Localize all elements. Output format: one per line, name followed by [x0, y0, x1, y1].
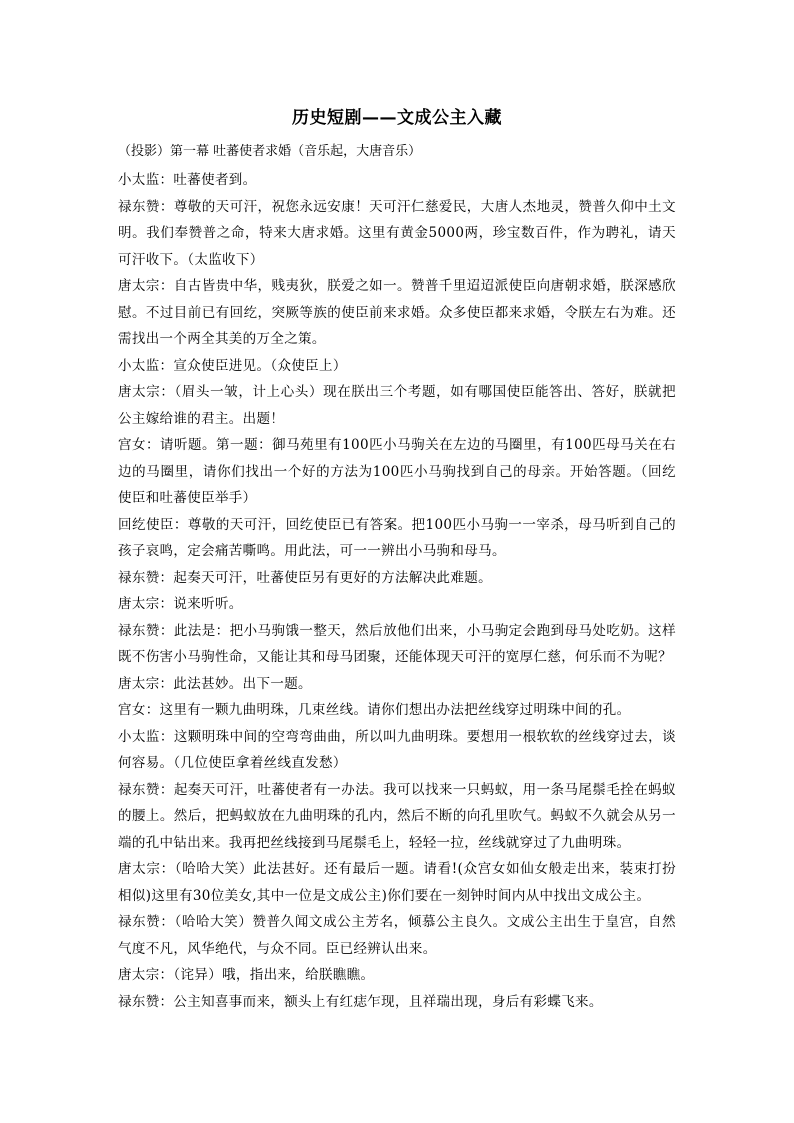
dialogue-line: [118, 989, 676, 1016]
dialogue-text: 尊敬的天可汗，回纥使臣已有答案。把100匹小马驹一一宰杀，母马听到自己的孩子哀鸣，定会痛苦嘶鸣。用此法，可一一辨出小马驹和母马。: [118, 516, 677, 559]
speaker-name: 禄东赞：: [118, 622, 174, 639]
dialogue-line: [118, 432, 676, 512]
dialogue-line: [118, 167, 676, 194]
dialogue-line: [118, 697, 676, 724]
document-title: 历史短剧——文成公主入藏: [292, 108, 502, 128]
dialogue-line: [118, 353, 676, 380]
dialogue-line: [118, 909, 676, 962]
speaker-name: 唐太宗：: [118, 861, 175, 877]
dialogue-line: [118, 194, 676, 274]
speaker-name: 唐太宗：: [118, 967, 174, 983]
dialogue-text: （哈哈大笑）赞普久闻文成公主芳名，倾慕公主良久。文成公主出生于皇宫，自然气度不凡，风华绝代，与众不同。臣已经辨认出来。: [118, 914, 676, 957]
dialogue-text: 起奏天可汗，吐蕃使臣另有更好的方法解决此难题。: [173, 569, 492, 586]
speaker-name: 小太监：: [118, 172, 174, 188]
dialogue-text: 此法甚妙。出下一题。: [173, 675, 312, 692]
speaker-name: 禄东赞：: [118, 569, 174, 586]
speaker-name: 小太监：: [118, 728, 174, 745]
dialogue-text: （哈哈大笑）此法甚好。还有最后一题。请看!(众宫女如仙女般走出来，装束打扮相似)这里有30位美女,其中一位是文成公主)你们要在一刻钟时间内从中找出文成公主。: [118, 861, 677, 904]
dialogue-text: 请听题。第一题：御马苑里有100匹小马驹关在左边的马圈里，有100匹母马关在右边的马圈里，请你们找出一个好的方法为100匹小马驹找到自己的母亲。开始答题。（回纥使臣和吐蕃使臣举手）: [118, 437, 676, 506]
speaker-name: 唐太宗：: [118, 278, 174, 294]
dialogue-line: [118, 512, 676, 565]
dialogue-text: （诧异）哦，指出来，给朕瞧瞧。: [173, 967, 375, 983]
dialogue-line: [118, 273, 676, 353]
speaker-name: 唐太宗：: [118, 384, 175, 400]
dialogue-text: 宣众使臣进见。（众使臣上）: [173, 357, 347, 374]
dialogue-text: 这颗明珠中间的空弯弯曲曲，所以叫九曲明珠。要想用一根软软的丝线穿过去，谈何容易。（几位使臣拿着丝线直发愁）: [118, 728, 676, 771]
speaker-name: 宫女：: [118, 702, 160, 718]
dialogue-text: 说来听听。: [173, 596, 243, 612]
dialogue-text: 尊敬的天可汗，祝您永远安康！天可汗仁慈爱民，大唐人杰地灵，赞普久仰中土文明。我们奉赞普之命，特来大唐求婚。这里有黄金5000两，珍宝数百件，作为聘礼，请天可汗收下。（太监收下）: [118, 198, 676, 268]
dialogue-text: 此法是：把小马驹饿一整天，然后放他们出来，小马驹定会跑到母马处吃奶。这样既不伤害小马驹性命，又能让其和母马团聚，还能体现天可汗的宽厚仁慈，何乐而不为呢？: [118, 622, 676, 665]
speaker-name: 禄东赞：: [118, 993, 174, 1010]
speaker-name: 禄东赞：: [118, 198, 174, 215]
speaker-name: 唐太宗：: [118, 596, 174, 612]
dialogue-line: [118, 618, 676, 671]
dialogue-line: [118, 856, 676, 909]
dialogue-line: [118, 724, 676, 777]
dialogue-text: 自古皆贵中华，贱夷狄，朕爱之如一。赞普千里迢迢派使臣向唐朝求婚，朕深感欣慰。不过目前已有回纥，突厥等族的使臣前来求婚。众多使臣都来求婚，令朕左右为难。还需找出一个两全其美的万全之策。: [118, 278, 676, 347]
dialogue-line: [118, 591, 676, 618]
dialogue-text: 起奏天可汗，吐蕃使者有一办法。我可以找来一只蚂蚁，用一条马尾鬃毛拴在蚂蚁的腰上。然后，把蚂蚁放在九曲明珠的孔内，然后不断的向孔里吹气。蚂蚁不久就会从另一端的孔中钻出来。我再把丝线接到马尾鬃毛上，轻轻一拉，丝线就穿过了九曲明珠。: [118, 781, 676, 851]
dialogue-text: 吐蕃使者到。: [173, 172, 257, 188]
speaker-name: 禄东赞：: [118, 781, 174, 798]
script-body: [118, 167, 676, 1015]
dialogue-text: 公主知喜事而来，额头上有红痣乍现，且祥瑞出现，身后有彩蝶飞来。: [173, 993, 603, 1010]
speaker-name: 禄东赞：: [118, 914, 175, 930]
dialogue-text: （眉头一皱，计上心头）现在朕出三个考题，如有哪国使臣能答出、答好，朕就把公主嫁给谁的君主。出题！: [118, 384, 676, 427]
speaker-name: 回纥使臣：: [118, 516, 188, 533]
dialogue-line: [118, 777, 676, 857]
dialogue-line: [118, 565, 676, 592]
speaker-name: 小太监：: [118, 357, 174, 374]
dialogue-line: [118, 962, 676, 989]
dialogue-text: 这里有一颗九曲明珠，几束丝线。请你们想出办法把丝线穿过明珠中间的孔。: [159, 702, 631, 718]
dialogue-line: [118, 671, 676, 698]
stage-direction: （投影）第一幕 吐蕃使者求婚（音乐起，大唐音乐）: [118, 144, 422, 159]
dialogue-line: [118, 379, 676, 432]
speaker-name: 宫女：: [118, 437, 161, 453]
speaker-name: 唐太宗：: [118, 675, 174, 692]
